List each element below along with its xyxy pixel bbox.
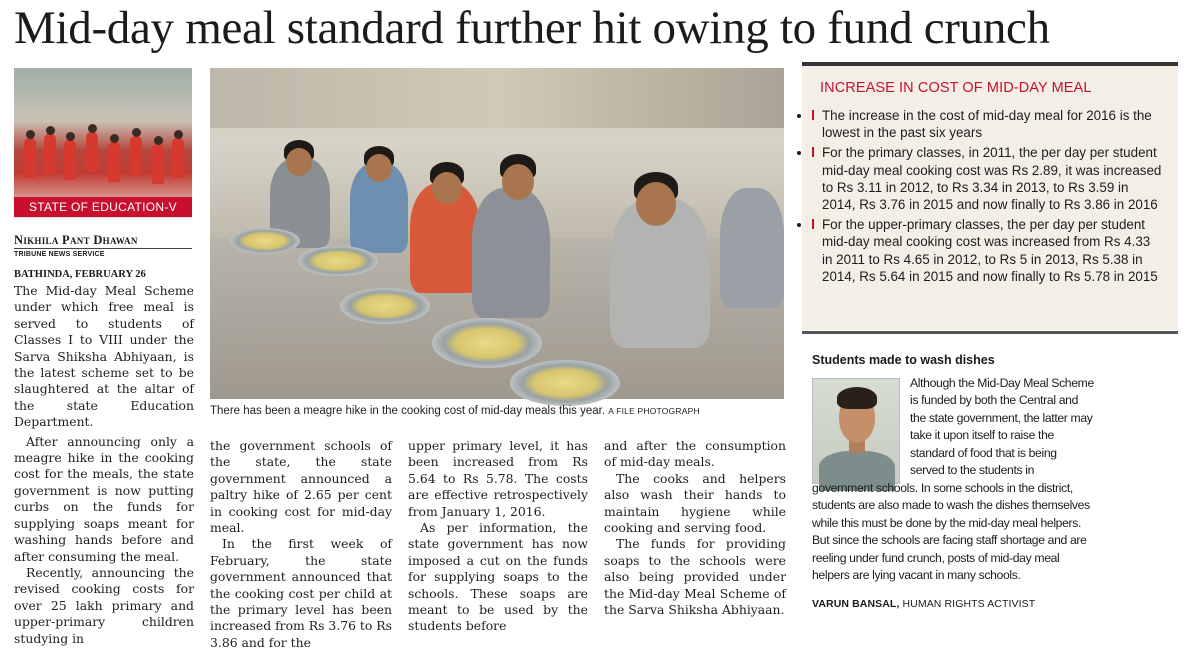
list-item: • For the primary classes, in 2011, the per day per student mid-day meal cooking cost was Rs 2.89, it was increased to Rs 3.11 in 2012, to Rs 3.34 in 2013, to Rs 3.59 in 2014, Rs 3.76 in 2015 and now finally to Rs 3.86 in 2016 bbox=[812, 144, 1162, 213]
news-service: TRIBUNE NEWS SERVICE bbox=[14, 251, 105, 258]
bullet-marker-icon bbox=[812, 147, 814, 157]
author-byline: Nikhila Pant Dhawan bbox=[14, 233, 138, 247]
article-paragraph: After announcing only a meagre hike in the cooking cost for the meals, the state government is now putting curbs on the funds for supplying soaps meant for washing hands before and after consuming the meal. bbox=[14, 433, 194, 564]
list-item: • For the upper-primary classes, the per day per student mid-day meal cooking cost was increased from Rs 4.33 in 2011 to Rs 4.65 in 2012, to Rs 5 in 2013, Rs 5.38 in 2014, Rs 5.64 in 2015 and now finally to Rs 5.78 in 2015 bbox=[812, 216, 1162, 285]
students-parade-photo bbox=[14, 68, 192, 218]
series-tag: STATE OF EDUCATION-V bbox=[14, 197, 192, 217]
quote-role: HUMAN RIGHTS ACTIVIST bbox=[902, 598, 1036, 610]
sidebar-title: INCREASE IN COST OF MID-DAY MEAL bbox=[820, 80, 1092, 96]
article-paragraph: The Mid-day Meal Scheme under which free meal is served to students of Classes I to VIII under the Sarva Shiksha Abhiyaan, is the latest scheme set to be slaughtered at the altar of the state Education Department. bbox=[14, 283, 194, 430]
box2-text-full: government schools. In some schools in the district, students are also made to wash the dishes themselves while this must be done by the mid-day meal helpers. But since the schools are facing staff shortage and are reeling under fund crunch, posts of mid-day meal helpers are lying vacant in many schools. bbox=[812, 481, 1090, 583]
article-paragraph: In the first week of February, the state government announced that the cooking cost per child at the primary level has been increased from Rs 3.76 to Rs 3.86 and for the bbox=[210, 536, 392, 650]
article-column-3 bbox=[408, 438, 588, 635]
article-column-2 bbox=[210, 438, 392, 651]
children-eating-photo bbox=[210, 68, 784, 399]
box2-text-wrapped: Although the Mid-Day Meal Scheme is funded by both the Central and the state government, the latter may take it upon itself to raise the standard of food that is being served to the students in bbox=[910, 376, 1094, 478]
activist-portrait bbox=[812, 378, 900, 484]
bullet-marker-icon bbox=[812, 219, 814, 229]
photo-credit: A FILE PHOTOGRAPH bbox=[608, 406, 700, 416]
bullet-marker-icon bbox=[812, 110, 814, 120]
article-column-4 bbox=[604, 438, 786, 618]
photo-caption bbox=[210, 404, 784, 418]
sidebar-bottom-rule bbox=[802, 331, 1178, 334]
list-item: • The increase in the cost of mid-day meal for 2016 is the lowest in the past six years bbox=[812, 107, 1162, 141]
headline: Mid-day meal standard further hit owing to fund crunch bbox=[14, 2, 1050, 54]
quote-attribution bbox=[812, 598, 1035, 610]
article-paragraph: As per information, the state government has now imposed a cut on the funds for supplying soaps to the schools. These soaps are meant to be used by the students before bbox=[408, 520, 588, 634]
photo-caption-text: There has been a meagre hike in the cooking cost of mid-day meals this year. bbox=[210, 405, 606, 417]
article-column-1 bbox=[14, 283, 194, 647]
article-paragraph: and after the consumption of mid-day meals. bbox=[604, 438, 786, 470]
box2-title: Students made to wash dishes bbox=[812, 353, 995, 367]
article-paragraph: Recently, announcing the revised cooking costs for over 25 lakh primary and upper-primary children studying in bbox=[14, 564, 194, 646]
article-paragraph: upper primary level, it has been increased from Rs 5.64 to Rs 5.78. The costs are effective retrospectively from January 1, 2016. bbox=[408, 438, 588, 519]
article-paragraph: the government schools of the state, the state government announced a paltry hike of 2.65 per cent in cooking cost for mid-day meal. bbox=[210, 438, 392, 536]
dateline: BATHINDA, FEBRUARY 26 bbox=[14, 269, 146, 280]
article-paragraph: The funds for providing soaps to the schools were also being provided under the Mid-day Meal Scheme of the Sarva Shiksha Abhiyaan. bbox=[604, 536, 786, 618]
sidebar-bullet-list bbox=[812, 107, 1162, 288]
quote-name: VARUN BANSAL, bbox=[812, 598, 900, 610]
byline-divider bbox=[14, 248, 192, 249]
article-paragraph: The cooks and helpers also wash their hands to maintain hygiene while cooking and serving food. bbox=[604, 470, 786, 536]
